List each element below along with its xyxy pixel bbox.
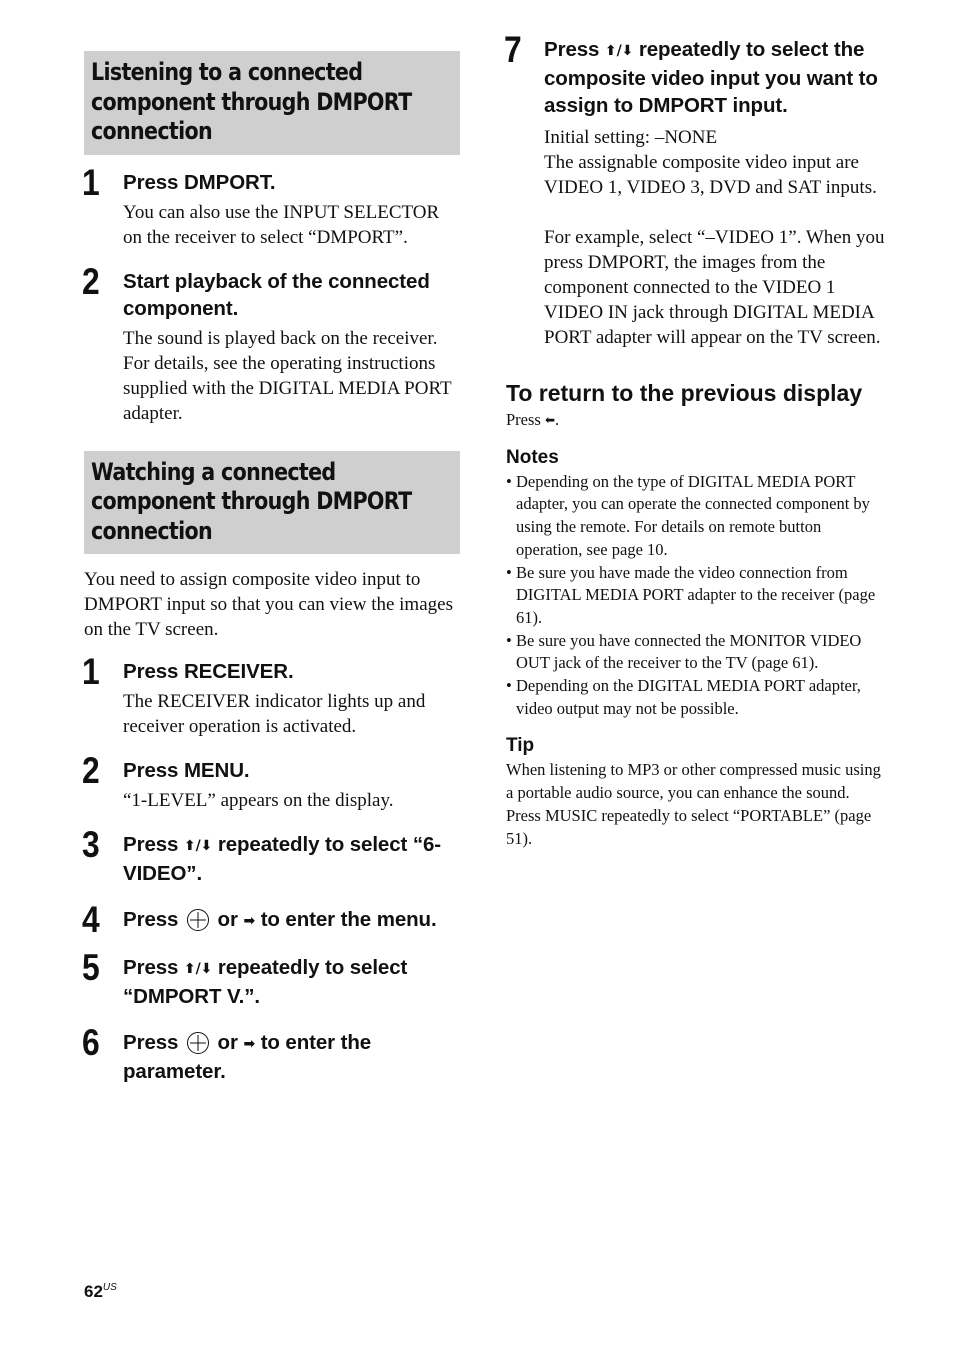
step-title — [123, 954, 460, 1010]
step-title — [544, 36, 886, 119]
back-arrow-icon: ⬅ — [544, 413, 556, 427]
step-number: 2 — [82, 750, 100, 791]
watching-step-1 — [82, 651, 460, 739]
tip-heading: Tip — [506, 735, 535, 757]
text: or — [211, 908, 244, 931]
text: Press — [506, 410, 545, 429]
notes-heading: Notes — [506, 446, 559, 468]
text: to enter the parameter. — [123, 1031, 372, 1083]
heading-line: Listening to a connected — [91, 58, 363, 86]
enter-button-icon — [187, 909, 209, 931]
tip-body: When listening to MP3 or other compressed music using a portable audio source, you can enhance the sound. Press MUSIC repeatedly to select “PORTABLE” (page 51). — [506, 760, 881, 848]
up-down-arrow-icon: ⬆/⬇ — [183, 961, 213, 977]
right-column — [504, 29, 886, 850]
watching-step-7 — [504, 29, 886, 350]
text: Press — [123, 1031, 184, 1054]
up-down-arrow-icon: ⬆/⬇ — [183, 838, 213, 854]
example-text: For example, select “–VIDEO 1”. When you press DMPORT, the images from the component connected to the VIDEO 1 VIDEO IN jack through DIGITAL MEDIA PORT adapter will appear on the TV screen. — [544, 227, 885, 348]
step-body: You can also use the INPUT SELECTOR on the receiver to select “DMPORT”. — [123, 201, 440, 248]
note-item: • Be sure you have connected the MONITOR VIDEO OUT jack of the receiver to the TV (page 61). — [506, 630, 886, 675]
heading-line: connection — [91, 516, 212, 545]
watching-step-5 — [82, 947, 460, 1010]
step-title — [123, 831, 460, 887]
step-body: “1-LEVEL” appears on the display. — [123, 790, 394, 811]
step-number: 1 — [82, 651, 100, 692]
return-instruction — [506, 409, 886, 432]
section-heading-listening — [84, 51, 460, 155]
step-title: Press DMPORT. — [123, 170, 276, 194]
text: Press — [123, 956, 184, 979]
note-item: • Depending on the DIGITAL MEDIA PORT adapter, video output may not be possible. — [506, 675, 886, 720]
step-number: 5 — [82, 947, 100, 988]
section-heading-watching — [84, 451, 460, 555]
step-title: Press MENU. — [123, 759, 250, 782]
text: or — [211, 1031, 244, 1054]
text: repeatedly to select “6-VIDEO”. — [123, 833, 442, 885]
step-title — [123, 906, 460, 935]
step-number: 1 — [82, 161, 100, 203]
right-arrow-icon: ➡ — [243, 1036, 256, 1052]
text: . — [555, 410, 560, 429]
up-down-arrow-icon: ⬆/⬇ — [604, 43, 634, 59]
initial-setting: Initial setting: –NONE — [544, 127, 718, 148]
heading-line: component through DMPORT — [91, 487, 412, 515]
step-title — [123, 1029, 460, 1085]
watching-intro: You need to assign composite video input to DMPORT input so that you can view the images on the TV screen. — [84, 569, 453, 640]
step-number: 2 — [82, 260, 100, 302]
text: repeatedly to select “DMPORT V.”. — [123, 956, 408, 1008]
notes-list — [506, 471, 886, 721]
listening-step-2 — [82, 260, 460, 426]
step-number: 3 — [82, 824, 100, 865]
text: to enter the menu. — [255, 908, 437, 931]
watching-step-3 — [82, 824, 460, 887]
page-number — [84, 1282, 117, 1302]
return-heading: To return to the previous display — [506, 380, 863, 406]
watching-step-4 — [82, 899, 460, 940]
right-arrow-icon: ➡ — [243, 913, 256, 929]
step-body: The RECEIVER indicator lights up and receiver operation is activated. — [123, 691, 426, 737]
heading-line: component through DMPORT — [91, 87, 412, 116]
text: Press — [544, 38, 605, 61]
step-body: The sound is played back on the receiver. For details, see the operating instructions supplied with the DIGITAL MEDIA PORT adapter. — [123, 327, 452, 424]
page-number-text: 62 — [84, 1282, 103, 1301]
step-number: 4 — [82, 899, 100, 940]
assignable-inputs: The assignable composite video input are VIDEO 1, VIDEO 3, DVD and SAT inputs. — [544, 152, 877, 198]
note-item: • Depending on the type of DIGITAL MEDIA PORT adapter, you can operate the connected component by using the remote. For details on remote button operation, see page 10. — [506, 471, 886, 562]
step-body — [544, 125, 886, 350]
watching-step-2 — [82, 750, 460, 813]
text: Press — [123, 908, 184, 931]
region-code: US — [102, 1282, 117, 1293]
listening-step-1 — [82, 161, 460, 250]
watching-step-6 — [82, 1022, 460, 1085]
left-column — [84, 51, 460, 1085]
text: repeatedly to select the composite video input you want to assign to DMPORT input. — [544, 38, 878, 117]
enter-button-icon — [187, 1032, 209, 1054]
text: Press — [123, 833, 184, 856]
heading-line: connection — [91, 117, 212, 145]
step-title: Start playback of the connected component. — [123, 269, 430, 320]
step-title: Press RECEIVER. — [123, 660, 294, 683]
step-number: 6 — [82, 1022, 100, 1063]
note-item: • Be sure you have made the video connection from DIGITAL MEDIA PORT adapter to the receiver (page 61). — [506, 562, 886, 630]
step-number: 7 — [504, 29, 522, 70]
heading-line: Watching a connected — [91, 457, 336, 486]
